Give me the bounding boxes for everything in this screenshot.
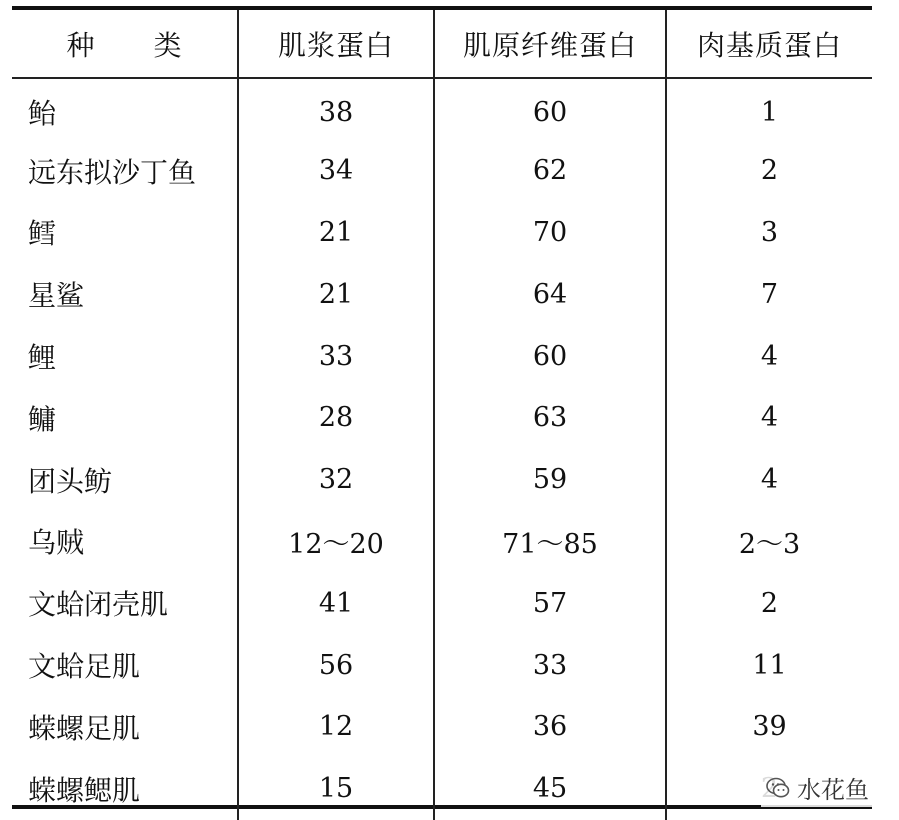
table-row (12, 511, 872, 573)
table-row (12, 202, 872, 264)
watermark-text: 水花鱼 (797, 776, 869, 804)
cell-myofibrillar: 62 (434, 140, 666, 202)
cell-sarcoplasmic: 12 (238, 696, 434, 758)
cell-stroma: 4 (666, 449, 872, 511)
cell-sarcoplasmic: 38 (238, 78, 434, 140)
cell-stroma: 1 (666, 78, 872, 140)
header-row (12, 10, 872, 78)
cell-stroma: 4 (666, 325, 872, 387)
cell-species: 远东拟沙丁鱼 (28, 155, 197, 189)
cell-sarcoplasmic: 28 (238, 387, 434, 449)
table-body (12, 78, 872, 820)
header-species: 种 类 (12, 10, 238, 78)
cell-stroma: 2 (666, 572, 872, 634)
cell-species: 团头鲂 (28, 464, 113, 498)
cell-myofibrillar: 57 (434, 572, 666, 634)
cell-species: 文蛤足肌 (28, 650, 141, 684)
cell-stroma: 7 (666, 263, 872, 325)
cell-sarcoplasmic: 41 (238, 572, 434, 634)
table-row (12, 140, 872, 202)
cell-sarcoplasmic: 21 (238, 263, 434, 325)
cell-species: 蝾螺足肌 (28, 711, 141, 745)
table-row (12, 449, 872, 511)
cell-sarcoplasmic: 34 (238, 140, 434, 202)
cell-sarcoplasmic: 15 (238, 758, 434, 820)
protein-composition-table (12, 10, 872, 820)
cell-myofibrillar: 59 (434, 449, 666, 511)
cell-myofibrillar: 45 (434, 758, 666, 820)
header-stroma-protein: 肉基质蛋白 (666, 10, 872, 78)
table-row (12, 78, 872, 140)
cell-stroma: 2 (666, 140, 872, 202)
cell-sarcoplasmic: 56 (238, 634, 434, 696)
table-row (12, 387, 872, 449)
wechat-icon (765, 775, 791, 801)
cell-stroma: 3 (666, 202, 872, 264)
cell-myofibrillar: 60 (434, 325, 666, 387)
watermark (761, 768, 873, 807)
cell-myofibrillar: 60 (434, 78, 666, 140)
cell-myofibrillar: 63 (434, 387, 666, 449)
cell-species: 乌贼 (28, 526, 85, 560)
cell-species: 鳙 (28, 402, 57, 436)
cell-stroma: 2～3 (666, 511, 872, 573)
cell-myofibrillar: 71～85 (434, 511, 666, 573)
table-row (12, 263, 872, 325)
cell-myofibrillar: 33 (434, 634, 666, 696)
cell-species: 鲤 (28, 341, 57, 375)
table-row (12, 572, 872, 634)
cell-sarcoplasmic: 21 (238, 202, 434, 264)
cell-sarcoplasmic: 33 (238, 325, 434, 387)
protein-table-container (12, 6, 872, 809)
table-row (12, 325, 872, 387)
cell-species: 文蛤闭壳肌 (28, 588, 169, 622)
cell-sarcoplasmic: 32 (238, 449, 434, 511)
cell-species: 鳕 (28, 217, 57, 251)
cell-species: 鲐 (28, 97, 57, 131)
cell-stroma: 4 (666, 387, 872, 449)
table-row (12, 696, 872, 758)
cell-myofibrillar: 70 (434, 202, 666, 264)
header-sarcoplasmic-protein: 肌浆蛋白 (238, 10, 434, 78)
cell-species: 星鲨 (28, 279, 85, 313)
table-header (12, 10, 872, 78)
cell-myofibrillar: 36 (434, 696, 666, 758)
cell-myofibrillar: 64 (434, 263, 666, 325)
cell-sarcoplasmic: 12～20 (238, 511, 434, 573)
table-row (12, 634, 872, 696)
table-row (12, 758, 872, 820)
cell-species: 蝾螺鳃肌 (28, 773, 141, 807)
cell-stroma: 39 (666, 696, 872, 758)
header-myofibrillar-protein: 肌原纤维蛋白 (434, 10, 666, 78)
cell-stroma: 11 (666, 634, 872, 696)
